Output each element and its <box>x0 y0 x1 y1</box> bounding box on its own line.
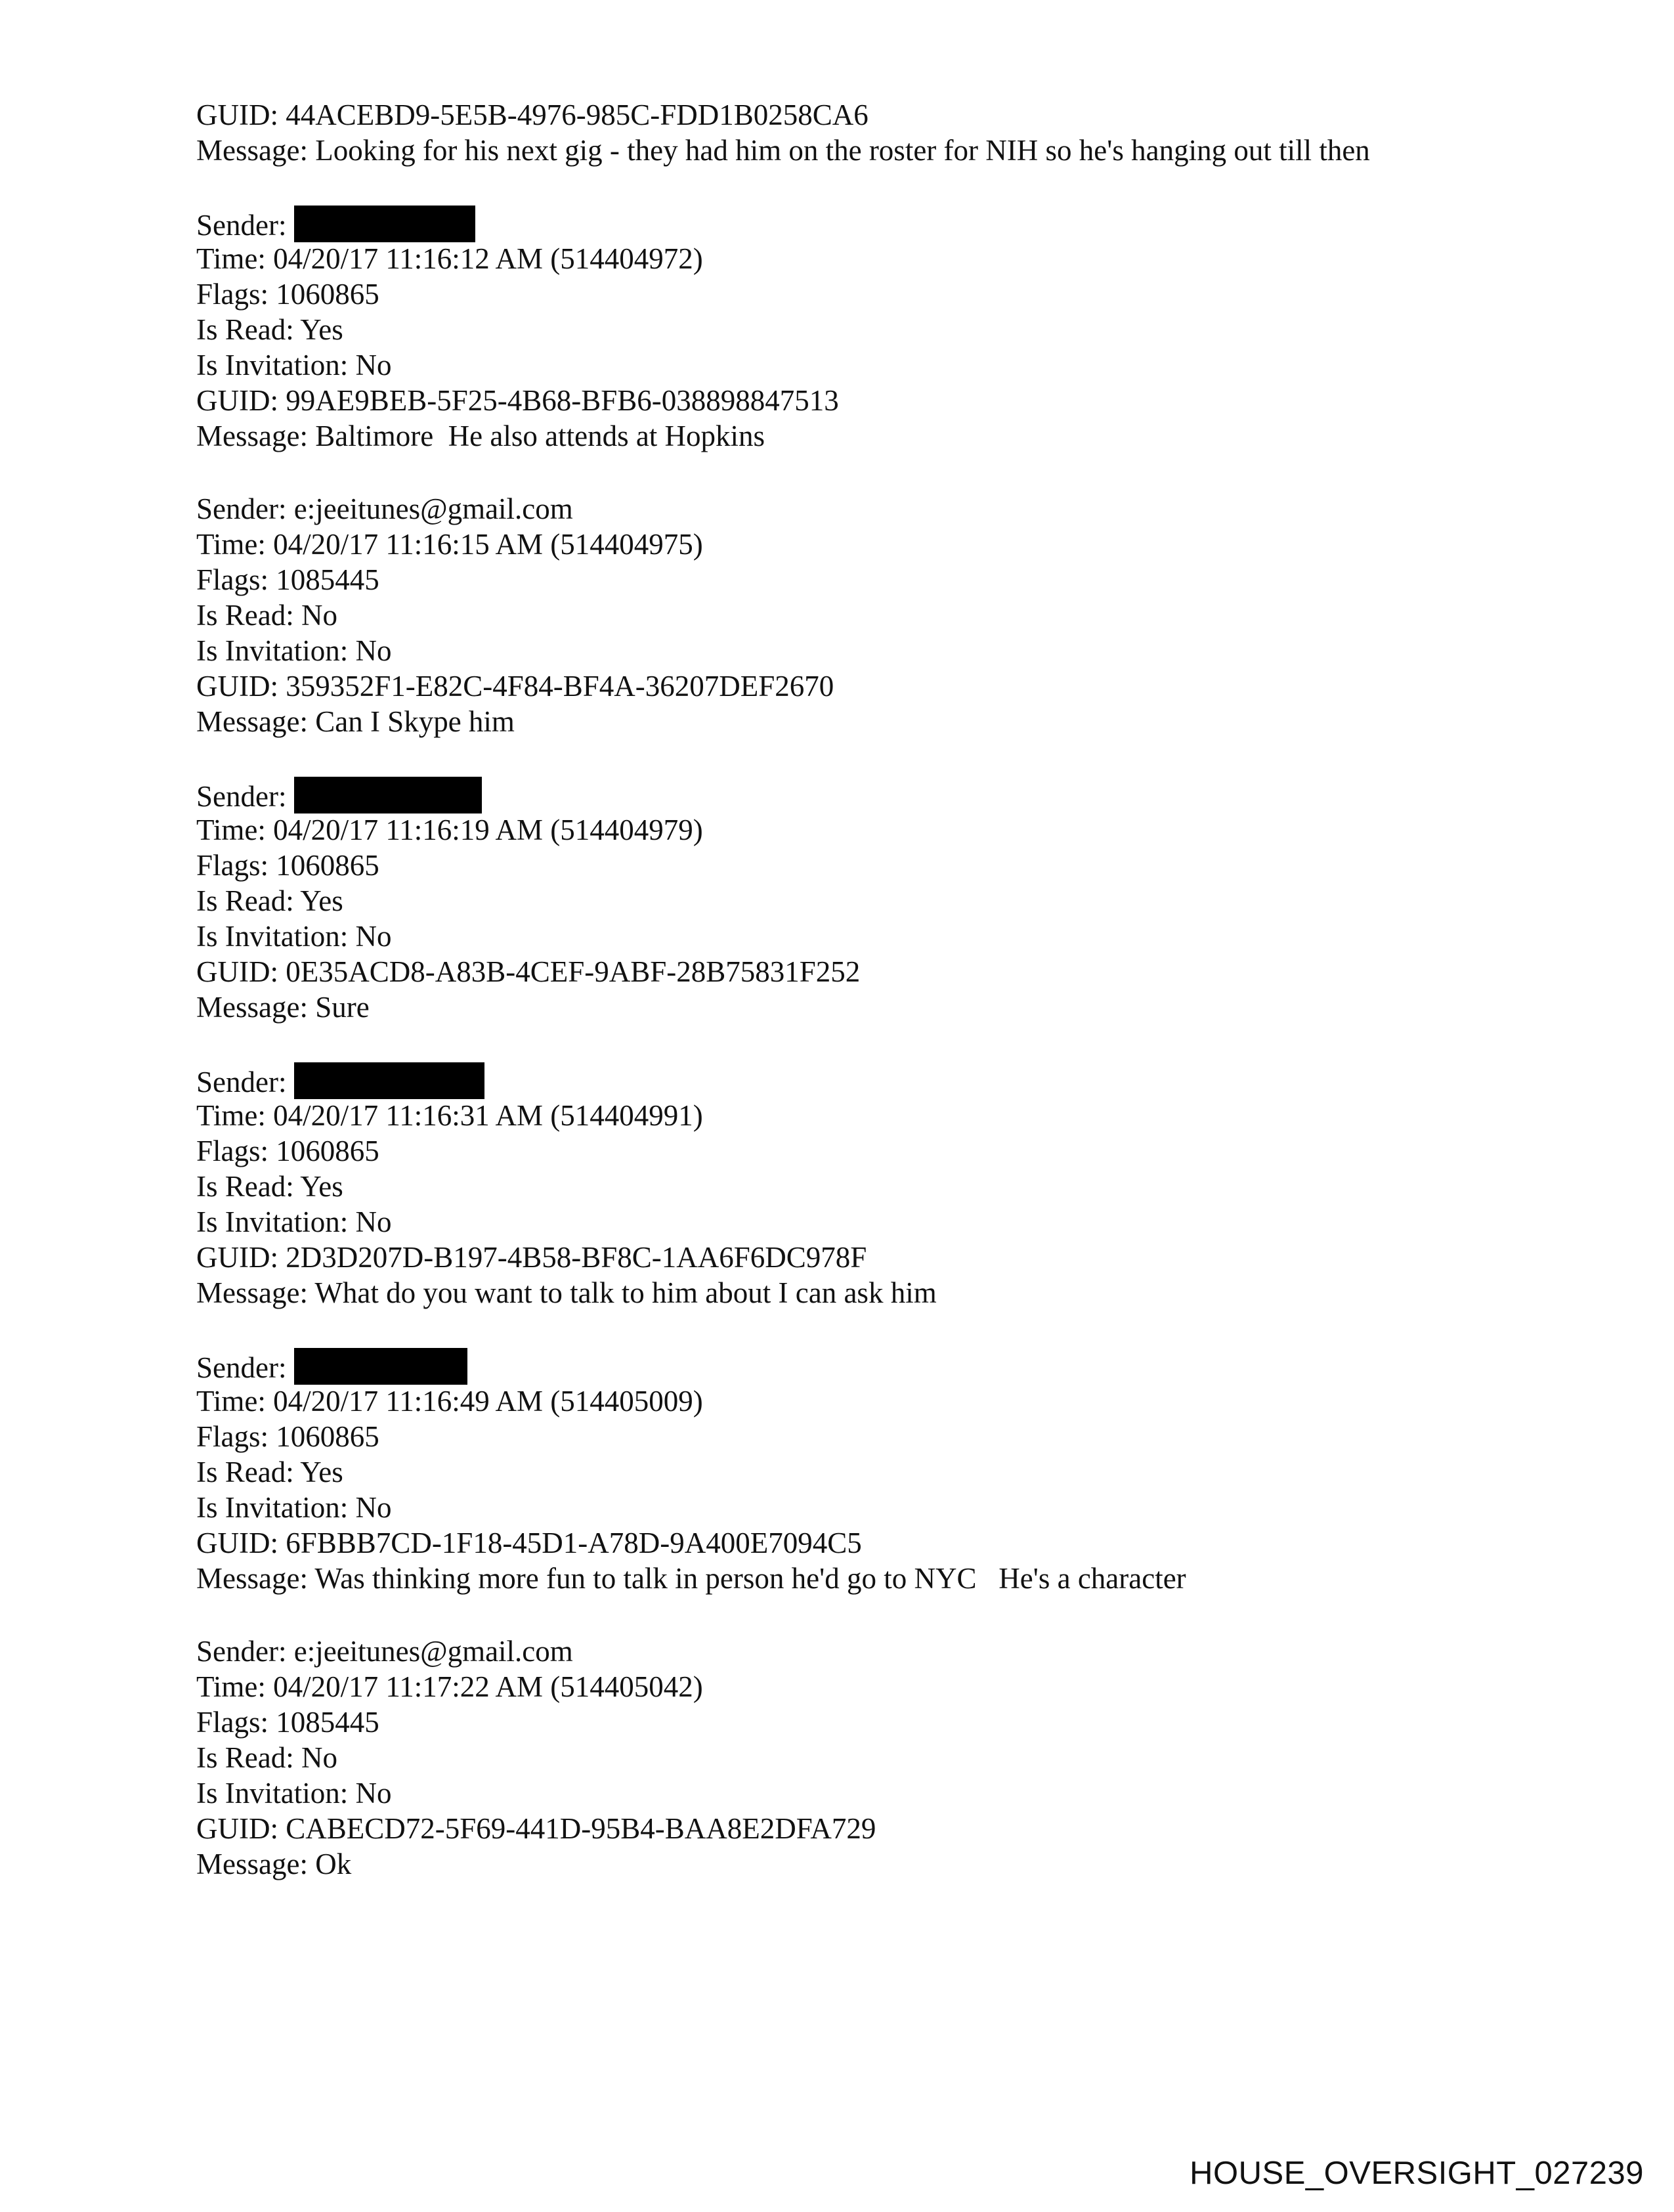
is-read-line: Is Read: No <box>196 1741 337 1774</box>
message-line: Message: Can I Skype him <box>196 705 515 738</box>
message-line: Message: Ok <box>196 1848 352 1880</box>
is-invitation-line: Is Invitation: No <box>196 920 392 953</box>
message-line: Message: Baltimore He also attends at Hopkins <box>196 420 765 452</box>
sender-line <box>196 1634 1509 1669</box>
sender-label: Sender: <box>196 1351 294 1384</box>
is-read-line: Is Read: Yes <box>196 1170 343 1203</box>
flags-line: Flags: 1060865 <box>196 1135 379 1167</box>
message-record <box>196 206 1509 454</box>
flags-line: Flags: 1060865 <box>196 1420 379 1453</box>
guid-line: GUID: 359352F1-E82C-4F84-BF4A-36207DEF2670 <box>196 670 834 703</box>
message-record <box>196 1634 1509 1882</box>
message-log <box>196 97 1509 1882</box>
record-spacer <box>196 1025 1509 1062</box>
bates-number: HOUSE_OVERSIGHT_027239 <box>1190 2156 1644 2191</box>
record-spacer <box>196 739 1509 777</box>
is-invitation-line: Is Invitation: No <box>196 1491 392 1524</box>
guid-line: GUID: 2D3D207D-B197-4B58-BF8C-1AA6F6DC978F <box>196 1241 867 1274</box>
message-record-partial <box>196 97 1509 168</box>
record-spacer <box>196 1311 1509 1348</box>
sender-line <box>196 1348 1509 1383</box>
record-spacer <box>196 1596 1509 1634</box>
is-read-line: Is Read: Yes <box>196 313 343 346</box>
redaction-box <box>294 777 482 813</box>
flags-line: Flags: 1060865 <box>196 849 379 882</box>
time-line: Time: 04/20/17 11:16:12 AM (514404972) <box>196 242 703 275</box>
is-read-line: Is Read: Yes <box>196 884 343 917</box>
is-read-line: Is Read: Yes <box>196 1456 343 1488</box>
is-invitation-line: Is Invitation: No <box>196 349 392 381</box>
record-spacer <box>196 454 1509 491</box>
flags-line: Flags: 1085445 <box>196 563 379 596</box>
redaction-box <box>294 1062 484 1099</box>
sender-email: e:jeeitunes@gmail.com <box>293 1635 573 1668</box>
message-record <box>196 491 1509 739</box>
guid-line: GUID: 99AE9BEB-5F25-4B68-BFB6-038898847513 <box>196 384 839 417</box>
message-record <box>196 1062 1509 1311</box>
time-line: Time: 04/20/17 11:16:19 AM (514404979) <box>196 813 703 846</box>
sender-line <box>196 1062 1509 1098</box>
guid-line: GUID: CABECD72-5F69-441D-95B4-BAA8E2DFA729 <box>196 1812 876 1845</box>
sender-email: e:jeeitunes@gmail.com <box>293 492 573 525</box>
redaction-box <box>294 206 475 242</box>
message-line: Message: What do you want to talk to him about I can ask him <box>196 1276 937 1309</box>
message-record <box>196 1348 1509 1596</box>
is-read-line: Is Read: No <box>196 599 337 632</box>
time-line: Time: 04/20/17 11:16:31 AM (514404991) <box>196 1099 703 1132</box>
time-line: Time: 04/20/17 11:16:49 AM (514405009) <box>196 1385 703 1418</box>
guid-line: GUID: 6FBBB7CD-1F18-45D1-A78D-9A400E7094C5 <box>196 1527 862 1559</box>
guid-line: GUID: 44ACEBD9-5E5B-4976-985C-FDD1B0258CA6 <box>196 98 869 131</box>
sender-label: Sender: <box>196 492 294 525</box>
sender-label: Sender: <box>196 780 294 813</box>
sender-line <box>196 491 1509 527</box>
time-line: Time: 04/20/17 11:17:22 AM (514405042) <box>196 1670 703 1703</box>
is-invitation-line: Is Invitation: No <box>196 1777 392 1810</box>
message-line: Message: Sure <box>196 991 370 1024</box>
message-line: Message: Was thinking more fun to talk in person he'd go to NYC He's a character <box>196 1562 1186 1595</box>
guid-line: GUID: 0E35ACD8-A83B-4CEF-9ABF-28B75831F252 <box>196 955 861 988</box>
time-line: Time: 04/20/17 11:16:15 AM (514404975) <box>196 528 703 561</box>
flags-line: Flags: 1085445 <box>196 1706 379 1739</box>
flags-line: Flags: 1060865 <box>196 278 379 311</box>
record-spacer <box>196 168 1509 206</box>
redaction-box <box>294 1348 467 1385</box>
sender-line <box>196 777 1509 812</box>
sender-line <box>196 206 1509 241</box>
is-invitation-line: Is Invitation: No <box>196 1205 392 1238</box>
is-invitation-line: Is Invitation: No <box>196 634 392 667</box>
sender-label: Sender: <box>196 209 294 242</box>
message-line: Message: Looking for his next gig - they had him on the roster for NIH so he's hanging out till then <box>196 134 1370 167</box>
sender-label: Sender: <box>196 1066 294 1098</box>
message-record <box>196 777 1509 1025</box>
sender-label: Sender: <box>196 1635 294 1668</box>
